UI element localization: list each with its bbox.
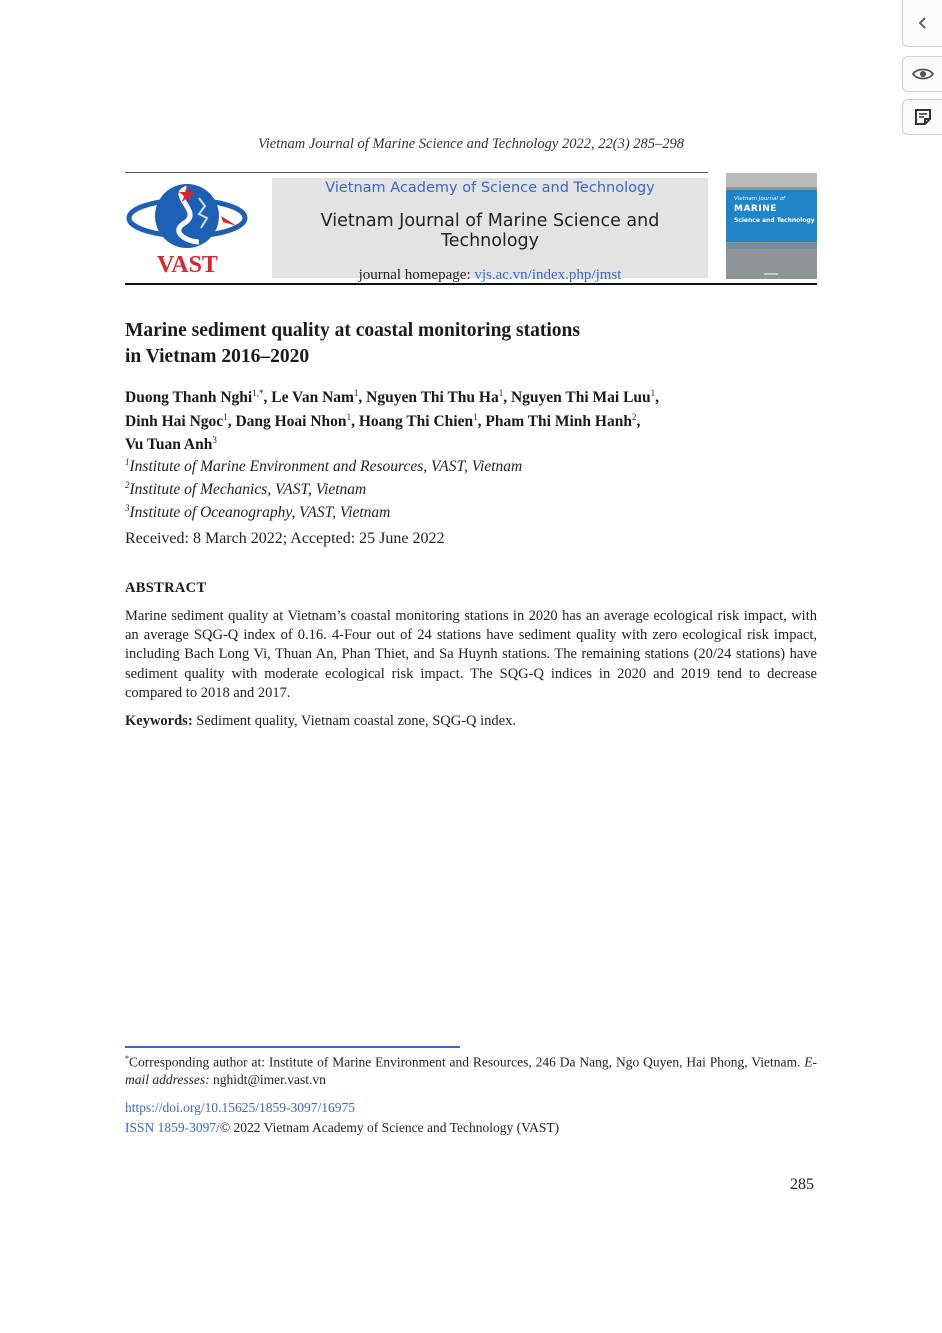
sticky-note-icon	[914, 108, 932, 126]
author-affiliation-mark: 1	[346, 411, 352, 422]
cover-line1: Vietnam Journal of	[734, 196, 785, 202]
page-number: 285	[790, 1176, 814, 1193]
affiliation-line: $^3$Institute of Oceanography, VAST, Vietnam	[125, 503, 391, 522]
affiliation-line: $^2$Institute of Mechanics, VAST, Vietnam	[125, 480, 367, 499]
author-name: Nguyen Thi Thu Ha	[366, 389, 499, 407]
cover-line2: MARINE	[734, 204, 777, 214]
author-affiliation-mark: 1	[498, 388, 504, 398]
author-name: Pham Thi Minh Hanh	[485, 412, 632, 430]
author-affiliation-mark: 1	[473, 411, 478, 422]
author-affiliation-mark: 2	[631, 411, 637, 422]
author-name: Duong Thanh Nghi	[125, 389, 253, 407]
keywords	[125, 713, 817, 730]
issn-copyright: ISSN 1859-3097/© 2022 Vietnam Academy of Science and Technology (VAST)	[125, 1120, 560, 1135]
author-affiliation-mark: 1,*	[252, 388, 264, 398]
doi-link[interactable]: https://doi.org/10.15625/1859-3097/16975	[125, 1100, 356, 1115]
abstract-text: Marine sediment quality at Vietnam’s coastal monitoring stations in 2020 has an average ecological risk impact, with an average SQG-Q index of 0.16. 4-Four out of 24 stations have sediment quality with zero ecological risk impact, including Bach Long Vi, Thuan An, Phan Thiet, and Sa Huynh stations. The remaining stations (20/24 stations) have sediment quality with moderate ecological risk impact. The SQG-Q indices in 2020 and 2019 tend to decrease compared to 2018 and 2017.	[125, 608, 817, 701]
author-affiliation-mark: 1	[223, 411, 228, 422]
corresponding-author-footnote: *Corresponding author at: Institute of Marine Environment and Resources, 246 Da Nang, Ngo Quyen, Hai Phong, Vietnam. E-mail addresses: nghidt@imer.vast.vn	[125, 1054, 818, 1087]
keywords-text: Sediment quality, Vietnam coastal zone, SQG-Q index.	[196, 713, 516, 729]
eye-icon	[912, 67, 934, 81]
author-affiliation-mark: 1	[650, 388, 656, 398]
author-affiliation-mark: 3	[212, 435, 217, 446]
author-affiliation-mark: 1	[353, 388, 359, 398]
article-title: Marine sediment quality at coastal monitoring stations in Vietnam 2016–2020	[125, 320, 580, 367]
author-name: Hoang Thi Chien	[358, 412, 474, 430]
logo-text: VAST	[157, 252, 218, 278]
author-name: Nguyen Thi Mai Luu	[510, 389, 651, 407]
header-rule-bottom	[125, 283, 817, 285]
journal-cover-thumbnail	[726, 173, 817, 279]
journal-name: Vietnam Journal of Marine Science and Technology	[320, 211, 660, 251]
homepage-label: journal homepage:	[358, 267, 471, 283]
collapse-panel-button[interactable]	[902, 0, 942, 47]
received-accepted-dates: Received: 8 March 2022; Accepted: 25 June 2022	[125, 530, 445, 547]
running-head: Vietnam Journal of Marine Science and Technology 2022, 22(3) 285–298	[257, 136, 685, 152]
author-list: Duong Thanh Nghi$^{1,*}$, Le Van Nam$^1$, Nguyen Thi Thu Ha$^1$, Nguyen Thi Mai Luu$^1$, Dinh Hai Ngoc$^1$, Dang Hoai Nhon$^1$, Hoang Thi Chien$^1$, Pham Thi Minh Hanh$^2$, Vu Tuan Anh$^3$	[125, 388, 660, 454]
view-button[interactable]	[902, 56, 942, 92]
author-name: Vu Tuan Anh	[125, 436, 213, 454]
footnote-rule	[125, 1046, 460, 1048]
author-name: Dinh Hai Ngoc	[125, 412, 224, 430]
academy-name: Vietnam Academy of Science and Technology	[325, 180, 655, 196]
email-link[interactable]: nghidt@imer.vast.vn	[213, 1071, 326, 1087]
journal-homepage	[272, 267, 708, 284]
author-name: Dang Hoai Nhon	[235, 412, 347, 430]
abstract-heading: ABSTRACT	[125, 580, 207, 596]
cover-line3: Science and Technology	[734, 217, 815, 224]
affiliation-list	[125, 453, 817, 522]
notes-button[interactable]	[902, 99, 942, 135]
journal-banner	[272, 178, 708, 283]
affiliation-line: $^1$Institute of Marine Environment and Resources, VAST, Vietnam	[125, 457, 523, 476]
homepage-link[interactable]: vjs.ac.vn/index.php/jmst	[474, 267, 622, 283]
header-rule-top	[125, 172, 708, 173]
author-name: Le Van Nam	[271, 389, 354, 407]
vast-logo	[125, 176, 260, 278]
chevron-left-icon	[917, 16, 929, 30]
keywords-label: Keywords:	[125, 713, 193, 729]
